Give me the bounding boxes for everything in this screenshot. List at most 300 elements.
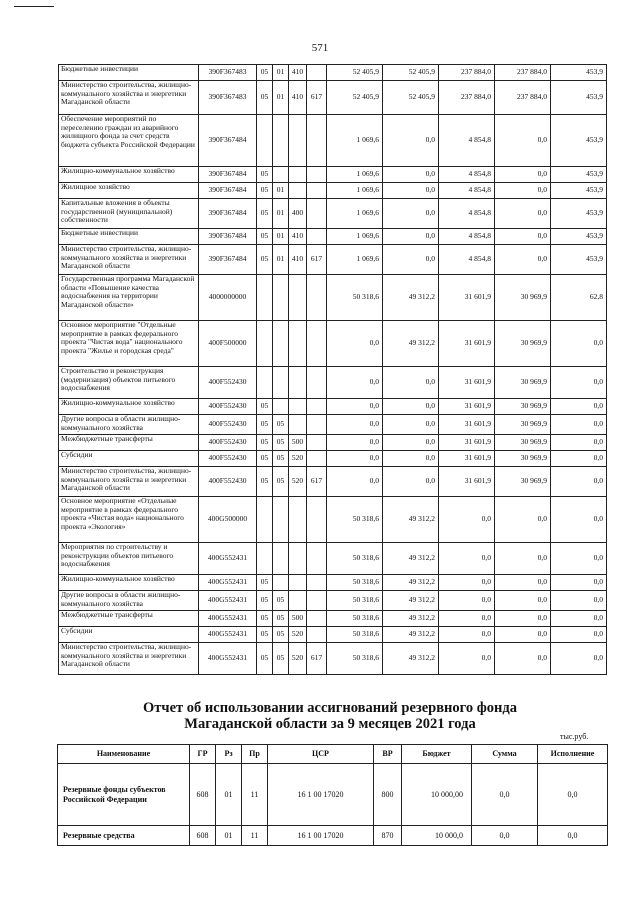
- cell-name: Основное мероприятие «Отдельные мероприятие в рамках федерального проекта «Чистая вода» национального проекта «Экология»: [59, 497, 199, 543]
- cell-s4: 30 969,9: [495, 275, 551, 321]
- cell-name: Министерство строительства, жилищно-коммунального хозяйства и энергетики Магаданской области: [59, 643, 199, 675]
- cell-rz: [257, 275, 273, 321]
- cell-s3: 31 601,9: [439, 435, 495, 451]
- cell-s4: 0,0: [495, 543, 551, 575]
- cell-s5: 453,9: [551, 229, 607, 245]
- cell-vr: [289, 415, 307, 435]
- row-sum: 0,0: [472, 826, 538, 846]
- cell-rz: 05: [257, 415, 273, 435]
- cell-rz: [257, 367, 273, 399]
- cell-s1: 50 318,6: [327, 643, 383, 675]
- cell-rz: [257, 543, 273, 575]
- cell-s2: 0,0: [383, 115, 439, 167]
- cell-s1: 50 318,6: [327, 543, 383, 575]
- cell-s2: 52 405,9: [383, 81, 439, 115]
- cell-s5: 0,0: [551, 415, 607, 435]
- cell-csr: 400F500000: [199, 321, 257, 367]
- cell-s3: 4 854,8: [439, 229, 495, 245]
- cell-s5: 0,0: [551, 543, 607, 575]
- table-row: [59, 115, 607, 167]
- cell-gr: [307, 321, 327, 367]
- header-gr: ГР: [190, 745, 216, 764]
- header-csr: ЦСР: [268, 745, 374, 764]
- header-budget: Бюджет: [402, 745, 472, 764]
- table-row: [59, 81, 607, 115]
- cell-s5: 62,8: [551, 275, 607, 321]
- cell-csr: 400F552430: [199, 367, 257, 399]
- table-row: [59, 497, 607, 543]
- cell-s5: 0,0: [551, 467, 607, 497]
- cell-csr: 400F552430: [199, 467, 257, 497]
- cell-s3: 0,0: [439, 627, 495, 643]
- cell-name: Другие вопросы в области жилищно-коммунального хозяйства: [59, 415, 199, 435]
- cell-rz: 05: [257, 591, 273, 611]
- cell-s3: 31 601,9: [439, 399, 495, 415]
- cell-vr: 500: [289, 435, 307, 451]
- cell-name: Мероприятия по строительству и реконструкции объектов питьевого водоснабжения: [59, 543, 199, 575]
- cell-s3: 31 601,9: [439, 415, 495, 435]
- row-exec: 0,0: [538, 826, 608, 846]
- cell-s2: 0,0: [383, 245, 439, 275]
- cell-pr: 01: [273, 65, 289, 81]
- table-row: [59, 591, 607, 611]
- cell-gr: [307, 115, 327, 167]
- cell-s1: 52 405,9: [327, 65, 383, 81]
- cell-csr: 400G552431: [199, 543, 257, 575]
- cell-name: Жилищно-коммунальное хозяйство: [59, 399, 199, 415]
- cell-s5: 0,0: [551, 611, 607, 627]
- cell-gr: [307, 183, 327, 199]
- cell-s4: 0,0: [495, 611, 551, 627]
- cell-pr: 01: [273, 229, 289, 245]
- cell-vr: 520: [289, 627, 307, 643]
- table-row: [59, 367, 607, 399]
- cell-pr: 05: [273, 627, 289, 643]
- row-name: Резервные средства: [58, 826, 190, 846]
- cell-pr: 05: [273, 451, 289, 467]
- cell-name: Другие вопросы в области жилищно-коммунального хозяйства: [59, 591, 199, 611]
- cell-s2: 0,0: [383, 451, 439, 467]
- cell-vr: [289, 543, 307, 575]
- cell-s4: 30 969,9: [495, 321, 551, 367]
- table-row: [59, 627, 607, 643]
- cell-s2: 0,0: [383, 167, 439, 183]
- cell-vr: [289, 183, 307, 199]
- cell-s3: 237 884,0: [439, 81, 495, 115]
- cell-gr: 617: [307, 643, 327, 675]
- cell-s1: 0,0: [327, 415, 383, 435]
- cell-pr: 01: [273, 81, 289, 115]
- cell-s4: 30 969,9: [495, 415, 551, 435]
- cell-s4: 0,0: [495, 183, 551, 199]
- cell-pr: [273, 497, 289, 543]
- cell-s4: 0,0: [495, 591, 551, 611]
- cell-gr: [307, 167, 327, 183]
- cell-name: Капитальные вложения в объекты государственной (муниципальной) собственности: [59, 199, 199, 229]
- cell-name: Субсидии: [59, 627, 199, 643]
- table-row: [59, 167, 607, 183]
- cell-gr: [307, 399, 327, 415]
- table-row: [58, 826, 608, 846]
- cell-s5: 453,9: [551, 245, 607, 275]
- cell-s2: 52 405,9: [383, 65, 439, 81]
- cell-s1: 0,0: [327, 399, 383, 415]
- cell-name: Обеспечение мероприятий по переселению граждан из аварийного жилищного фонда за счет средств бюджета субъекта Российской Федерации: [59, 115, 199, 167]
- table-row: [59, 575, 607, 591]
- cell-s3: 31 601,9: [439, 275, 495, 321]
- cell-s5: 0,0: [551, 591, 607, 611]
- cell-s3: 4 854,8: [439, 167, 495, 183]
- cell-vr: 520: [289, 643, 307, 675]
- cell-gr: [307, 497, 327, 543]
- cell-vr: [289, 399, 307, 415]
- cell-s2: 49 312,2: [383, 611, 439, 627]
- table-row: [59, 643, 607, 675]
- cell-gr: 617: [307, 245, 327, 275]
- cell-pr: 05: [273, 415, 289, 435]
- cell-rz: 05: [257, 81, 273, 115]
- table-row: [59, 183, 607, 199]
- table-row: [59, 451, 607, 467]
- cell-csr: 400G552431: [199, 591, 257, 611]
- row-csr: 16 1 00 17020: [268, 826, 374, 846]
- report-title-line-2: Магаданской области за 9 месяцев 2021 года: [184, 716, 476, 732]
- cell-s2: 49 312,2: [383, 575, 439, 591]
- cell-vr: [289, 321, 307, 367]
- cell-s5: 0,0: [551, 575, 607, 591]
- cell-s2: 0,0: [383, 199, 439, 229]
- table-row: [59, 199, 607, 229]
- row-budget: 10 000,00: [402, 764, 472, 826]
- cell-s3: 4 854,8: [439, 199, 495, 229]
- cell-csr: 400G552431: [199, 643, 257, 675]
- cell-gr: [307, 543, 327, 575]
- cell-name: Министерство строительства, жилищно-коммунального хозяйства и энергетики Магаданской области: [59, 467, 199, 497]
- cell-s3: 31 601,9: [439, 467, 495, 497]
- cell-s4: 0,0: [495, 167, 551, 183]
- cell-s5: 453,9: [551, 115, 607, 167]
- cell-s1: 1 069,6: [327, 115, 383, 167]
- cell-gr: [307, 275, 327, 321]
- cell-s2: 49 312,2: [383, 497, 439, 543]
- cell-s5: 0,0: [551, 451, 607, 467]
- cell-gr: [307, 367, 327, 399]
- cell-s1: 50 318,6: [327, 627, 383, 643]
- cell-s1: 1 069,6: [327, 183, 383, 199]
- cell-s2: 49 312,2: [383, 627, 439, 643]
- table-row: [59, 543, 607, 575]
- cell-pr: [273, 115, 289, 167]
- cell-gr: [307, 65, 327, 81]
- cell-rz: 05: [257, 611, 273, 627]
- cell-s5: 0,0: [551, 643, 607, 675]
- cell-s5: 0,0: [551, 367, 607, 399]
- cell-s1: 1 069,6: [327, 199, 383, 229]
- cell-rz: 05: [257, 167, 273, 183]
- cell-gr: 617: [307, 81, 327, 115]
- cell-csr: 400F552430: [199, 435, 257, 451]
- row-gr: 608: [190, 764, 216, 826]
- header-rz: Рз: [216, 745, 242, 764]
- cell-s4: 0,0: [495, 627, 551, 643]
- cell-vr: 410: [289, 229, 307, 245]
- cell-csr: 390F367483: [199, 65, 257, 81]
- cell-name: Государственная программа Магаданской области «Повышение качества водоснабжения на территории Магаданской области»: [59, 275, 199, 321]
- cell-rz: 05: [257, 435, 273, 451]
- cell-s3: 237 884,0: [439, 65, 495, 81]
- reserve-fund-table: [57, 744, 608, 846]
- cell-pr: [273, 367, 289, 399]
- cell-rz: 05: [257, 65, 273, 81]
- cell-vr: 400: [289, 199, 307, 229]
- cell-s3: 31 601,9: [439, 321, 495, 367]
- cell-pr: 05: [273, 643, 289, 675]
- cell-pr: 05: [273, 611, 289, 627]
- cell-rz: 05: [257, 229, 273, 245]
- page-number: 571: [311, 42, 329, 54]
- cell-pr: [273, 543, 289, 575]
- cell-pr: 05: [273, 435, 289, 451]
- header-sum: Сумма: [472, 745, 538, 764]
- table-row: [59, 229, 607, 245]
- table-row: [59, 611, 607, 627]
- header-exec: Исполнение: [538, 745, 608, 764]
- cell-gr: [307, 229, 327, 245]
- cell-s1: 1 069,6: [327, 229, 383, 245]
- cell-csr: 4000000000: [199, 275, 257, 321]
- cell-csr: 390F367484: [199, 115, 257, 167]
- cell-pr: [273, 275, 289, 321]
- cell-s4: 0,0: [495, 575, 551, 591]
- cell-name: Жилищное хозяйство: [59, 183, 199, 199]
- unit-label: тыс.руб.: [560, 732, 589, 741]
- cell-s3: 0,0: [439, 575, 495, 591]
- cell-vr: [289, 497, 307, 543]
- cell-s2: 49 312,2: [383, 321, 439, 367]
- cell-s3: 4 854,8: [439, 183, 495, 199]
- cell-rz: [257, 321, 273, 367]
- cell-s5: 0,0: [551, 399, 607, 415]
- cell-csr: 390F367484: [199, 229, 257, 245]
- cell-gr: [307, 435, 327, 451]
- cell-pr: [273, 167, 289, 183]
- cell-s2: 0,0: [383, 367, 439, 399]
- cell-s4: 0,0: [495, 245, 551, 275]
- cell-csr: 400F552430: [199, 399, 257, 415]
- cell-gr: [307, 451, 327, 467]
- cell-s4: 237 884,0: [495, 81, 551, 115]
- cell-s4: 0,0: [495, 497, 551, 543]
- cell-s5: 453,9: [551, 167, 607, 183]
- cell-s1: 1 069,6: [327, 245, 383, 275]
- cell-s4: 30 969,9: [495, 367, 551, 399]
- row-pr: 11: [242, 826, 268, 846]
- cell-s3: 0,0: [439, 591, 495, 611]
- cell-s1: 0,0: [327, 435, 383, 451]
- cell-s1: 50 318,6: [327, 275, 383, 321]
- table-row: [59, 245, 607, 275]
- cell-s2: 49 312,2: [383, 591, 439, 611]
- cell-csr: 390F367484: [199, 245, 257, 275]
- cell-pr: 01: [273, 245, 289, 275]
- header-name: Наименование: [58, 745, 190, 764]
- top-rule: [14, 6, 54, 7]
- row-vr: 870: [374, 826, 402, 846]
- cell-rz: 05: [257, 575, 273, 591]
- cell-s3: 4 854,8: [439, 115, 495, 167]
- cell-vr: [289, 591, 307, 611]
- cell-name: Субсидии: [59, 451, 199, 467]
- table-row: [59, 275, 607, 321]
- row-name: Резервные фонды субъектов Российской Федерации: [58, 764, 190, 826]
- cell-gr: [307, 575, 327, 591]
- row-exec: 0,0: [538, 764, 608, 826]
- cell-s4: 0,0: [495, 115, 551, 167]
- cell-s5: 453,9: [551, 81, 607, 115]
- cell-name: Бюджетные инвестиции: [59, 229, 199, 245]
- cell-gr: [307, 611, 327, 627]
- row-vr: 800: [374, 764, 402, 826]
- row-gr: 608: [190, 826, 216, 846]
- row-pr: 11: [242, 764, 268, 826]
- cell-s5: 453,9: [551, 199, 607, 229]
- cell-vr: [289, 575, 307, 591]
- cell-csr: 400G500000: [199, 497, 257, 543]
- cell-vr: 410: [289, 65, 307, 81]
- cell-gr: [307, 415, 327, 435]
- cell-csr: 400G552431: [199, 627, 257, 643]
- cell-s2: 0,0: [383, 467, 439, 497]
- cell-s2: 49 312,2: [383, 643, 439, 675]
- cell-name: Министерство строительства, жилищно-коммунального хозяйства и энергетики Магаданской области: [59, 245, 199, 275]
- cell-name: Бюджетные инвестиции: [59, 65, 199, 81]
- header-vr: ВР: [374, 745, 402, 764]
- cell-s3: 0,0: [439, 543, 495, 575]
- cell-name: Межбюджетные трансферты: [59, 611, 199, 627]
- cell-pr: [273, 575, 289, 591]
- cell-s2: 49 312,2: [383, 543, 439, 575]
- cell-csr: 390F367484: [199, 183, 257, 199]
- cell-csr: 400F552430: [199, 415, 257, 435]
- cell-name: Министерство строительства, жилищно-коммунального хозяйства и энергетики Магаданской области: [59, 81, 199, 115]
- table-row: [58, 764, 608, 826]
- cell-s3: 0,0: [439, 643, 495, 675]
- cell-s4: 30 969,9: [495, 467, 551, 497]
- cell-s2: 0,0: [383, 435, 439, 451]
- cell-rz: 05: [257, 451, 273, 467]
- cell-s4: 30 969,9: [495, 451, 551, 467]
- cell-s4: 30 969,9: [495, 435, 551, 451]
- cell-s2: 49 312,2: [383, 275, 439, 321]
- cell-s2: 0,0: [383, 399, 439, 415]
- cell-s5: 0,0: [551, 321, 607, 367]
- budget-table-body: [59, 65, 607, 675]
- cell-s2: 0,0: [383, 183, 439, 199]
- table-row: [59, 435, 607, 451]
- cell-rz: 05: [257, 467, 273, 497]
- cell-vr: 410: [289, 245, 307, 275]
- cell-s1: 50 318,6: [327, 591, 383, 611]
- cell-s3: 31 601,9: [439, 451, 495, 467]
- cell-s4: 30 969,9: [495, 399, 551, 415]
- cell-rz: 05: [257, 643, 273, 675]
- reserve-header-row: [58, 745, 608, 764]
- row-rz: 01: [216, 826, 242, 846]
- table-row: [59, 65, 607, 81]
- report-title-line-1: Отчет об использовании ассигнований резервного фонда: [143, 700, 517, 716]
- cell-vr: 520: [289, 467, 307, 497]
- cell-rz: [257, 115, 273, 167]
- cell-s5: 453,9: [551, 65, 607, 81]
- cell-s4: 0,0: [495, 643, 551, 675]
- table-row: [59, 321, 607, 367]
- cell-csr: 390F367483: [199, 81, 257, 115]
- cell-pr: [273, 399, 289, 415]
- cell-s1: 0,0: [327, 451, 383, 467]
- cell-s5: 0,0: [551, 497, 607, 543]
- cell-gr: [307, 627, 327, 643]
- cell-s4: 0,0: [495, 229, 551, 245]
- table-row: [59, 467, 607, 497]
- cell-gr: 617: [307, 467, 327, 497]
- cell-vr: 410: [289, 81, 307, 115]
- cell-s1: 1 069,6: [327, 167, 383, 183]
- cell-vr: [289, 275, 307, 321]
- cell-s5: 453,9: [551, 183, 607, 199]
- cell-s3: 0,0: [439, 497, 495, 543]
- cell-csr: 400G552431: [199, 611, 257, 627]
- cell-s1: 0,0: [327, 467, 383, 497]
- cell-name: Межбюджетные трансферты: [59, 435, 199, 451]
- cell-rz: [257, 497, 273, 543]
- cell-s1: 50 318,6: [327, 497, 383, 543]
- table-row: [59, 415, 607, 435]
- cell-rz: 05: [257, 245, 273, 275]
- cell-s5: 0,0: [551, 435, 607, 451]
- cell-pr: 01: [273, 183, 289, 199]
- row-rz: 01: [216, 764, 242, 826]
- cell-csr: 400G552431: [199, 575, 257, 591]
- row-csr: 16 1 00 17020: [268, 764, 374, 826]
- cell-s3: 4 854,8: [439, 245, 495, 275]
- cell-s2: 0,0: [383, 415, 439, 435]
- cell-vr: 520: [289, 451, 307, 467]
- cell-pr: 05: [273, 467, 289, 497]
- cell-csr: 390F367484: [199, 167, 257, 183]
- cell-name: Жилищно-коммунальное хозяйство: [59, 575, 199, 591]
- cell-s1: 52 405,9: [327, 81, 383, 115]
- cell-s3: 0,0: [439, 611, 495, 627]
- header-pr: Пр: [242, 745, 268, 764]
- cell-s3: 31 601,9: [439, 367, 495, 399]
- cell-pr: 01: [273, 199, 289, 229]
- cell-s1: 50 318,6: [327, 575, 383, 591]
- cell-s5: 0,0: [551, 627, 607, 643]
- cell-csr: 400F552430: [199, 451, 257, 467]
- cell-gr: [307, 591, 327, 611]
- cell-s1: 0,0: [327, 367, 383, 399]
- cell-name: Основное мероприятие "Отдельные мероприятие в рамках федерального проекта "Чистая вода" национального проекта "Жилье и городская среда": [59, 321, 199, 367]
- cell-s1: 0,0: [327, 321, 383, 367]
- cell-s1: 50 318,6: [327, 611, 383, 627]
- cell-s2: 0,0: [383, 229, 439, 245]
- cell-pr: [273, 321, 289, 367]
- cell-csr: 390F367484: [199, 199, 257, 229]
- row-sum: 0,0: [472, 764, 538, 826]
- cell-name: Строительство и реконструкция (модернизация) объектов питьевого водоснабжения: [59, 367, 199, 399]
- cell-rz: 05: [257, 627, 273, 643]
- cell-vr: [289, 167, 307, 183]
